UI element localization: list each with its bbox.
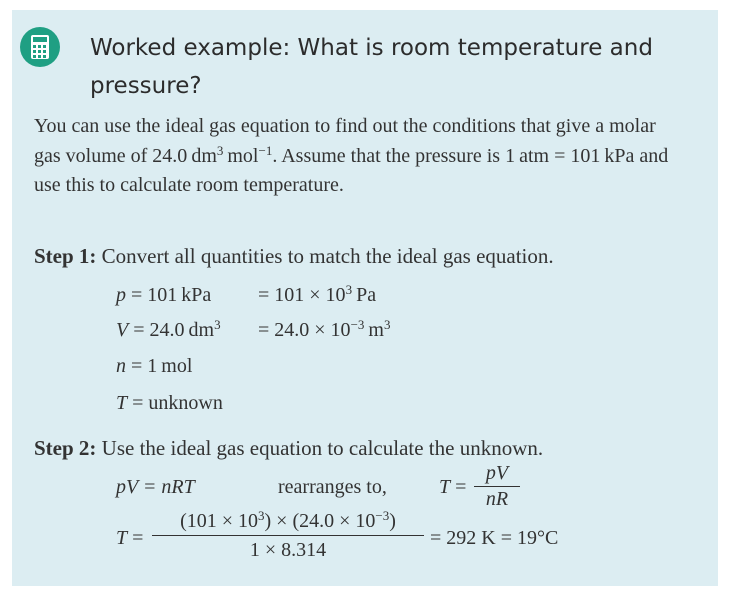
step1-row-v-converted: = $24.0 \times 10^{-3}$ $m^3$ [258,316,391,341]
calculator-icon [20,27,60,67]
big-fraction-line [152,535,424,536]
step1-row-t: T = unknown [116,392,223,414]
t-equals: T = [439,476,467,498]
step1-heading: Step 1: Convert all quantities to match the ideal gas equation. [34,244,554,268]
example-title: Worked example: What is room temperature and pressure? [90,35,653,99]
step2-heading: Step 2: Use the ideal gas equation to calculate the unknown. [34,436,544,460]
step1-row-p: p = 101 kPa [116,284,212,306]
t-equals-2: T = [116,527,144,549]
step1-row-n: n = 1 mol [116,355,193,377]
big-fraction-denominator: 1 × 8.314 [249,539,327,561]
result-value: = 292 K = 19°C [430,527,559,549]
step1-row-v: V = 24.0 $dm^3$ [116,316,221,341]
fraction-denominator: nR [485,488,509,510]
rearranges-label: rearranges to, [278,476,387,498]
step1-row-p-converted: = $101 \times 10^3$ Pa [258,281,377,306]
big-fraction-numerator: $(101 \times 10^3) \times (24.0 \times 10^{-3})$ [180,507,396,532]
fraction-numerator: pV [485,462,509,484]
ideal-gas-equation: pV = nRT [116,476,195,498]
intro-paragraph: You can use the ideal gas equation to find out the conditions that give a molar gas volume of 24.0 $dm^3$ mol$^{-1}$. Assume that the pressure is 1 atm = 101 kPa and use this to calculate room temperature. [34,115,669,196]
